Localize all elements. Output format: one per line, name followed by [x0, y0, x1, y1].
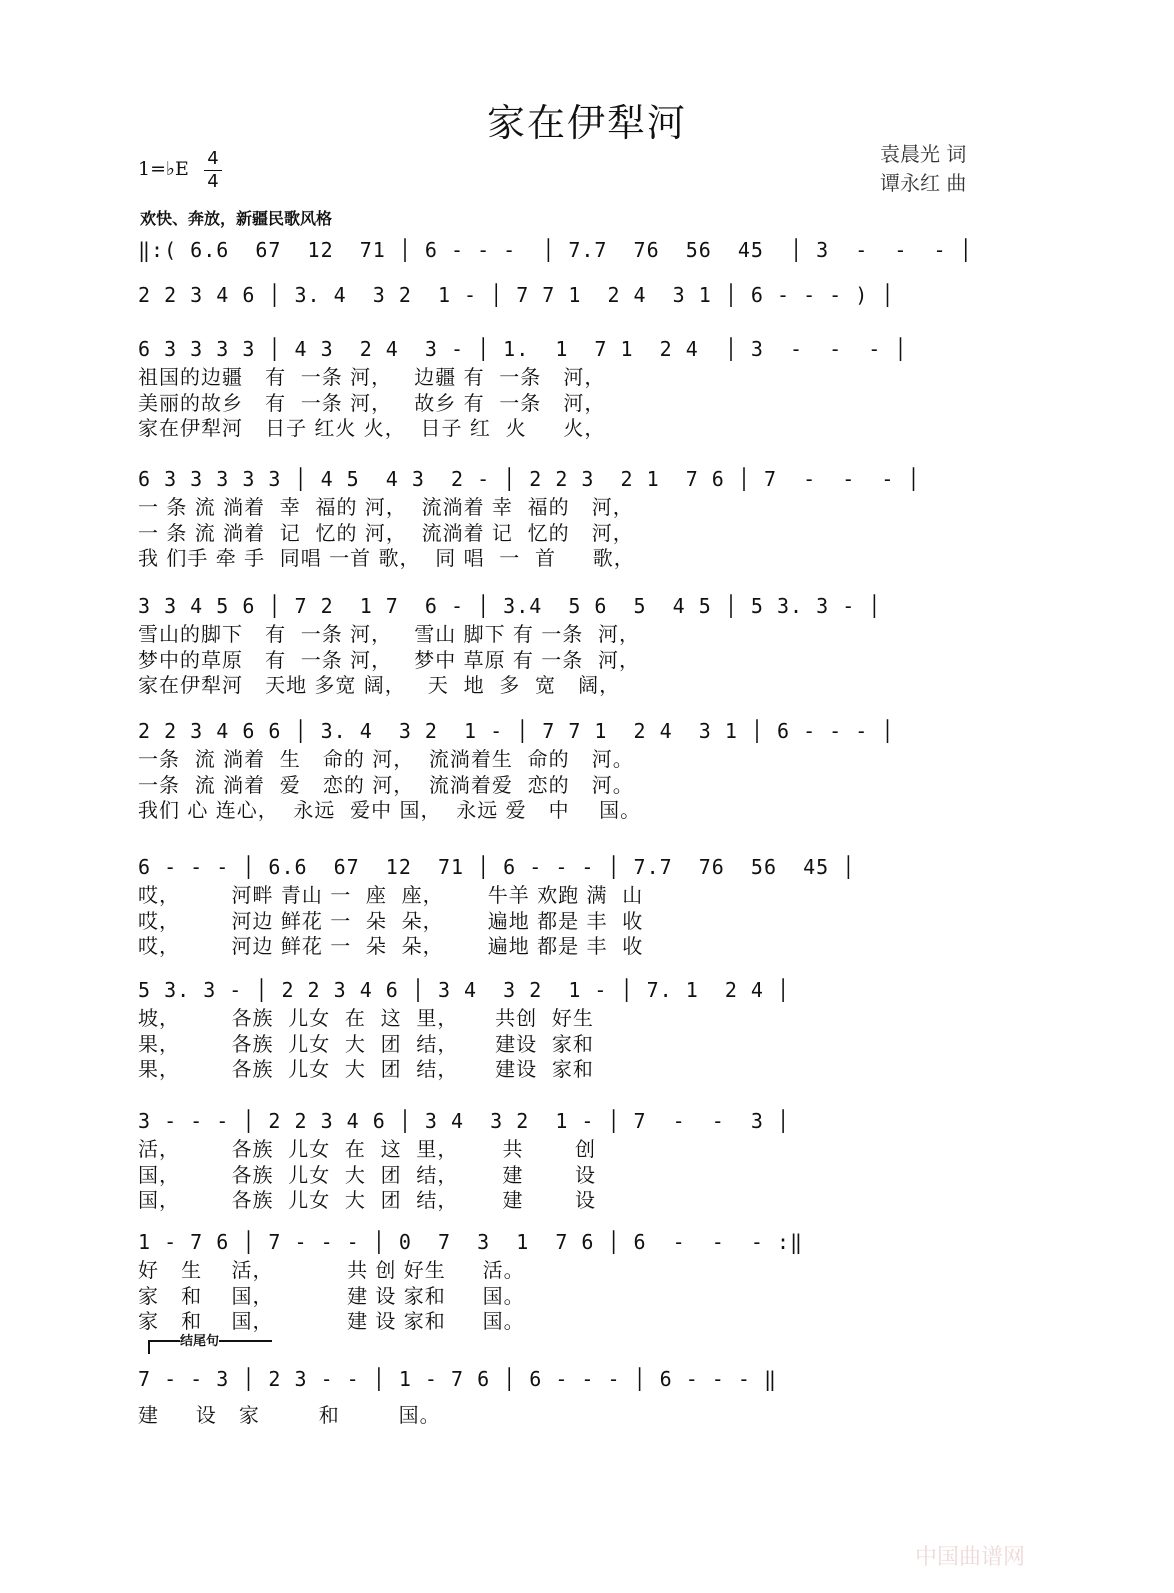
lyric-line: 梦中的草原 有 一条 河， 梦中 草原 有 一条 河，: [138, 647, 641, 672]
coda-bracket: [148, 1334, 272, 1354]
score-system: [138, 719, 1018, 824]
composer: 谭永红 曲: [880, 171, 967, 195]
lyric-line: 祖国的边疆 有 一条 河， 边疆 有 一条 河，: [138, 365, 606, 389]
meter-bottom: 4: [207, 171, 219, 192]
score-system: [138, 238, 1018, 266]
lyric-line: 一 条 流 淌着 幸 福的 河， 流淌着 幸 福的 河，: [138, 495, 634, 519]
lyric-line: 美丽的故乡 有 一条 河， 故乡 有 一条 河，: [138, 390, 606, 415]
notes-line: 7 - - 3 │ 2 3 - - │ 1 - 7 6 │ 6 - - - │ 6 - - - ‖: [138, 1367, 778, 1391]
key-signature: 1=♭E: [138, 158, 189, 180]
lyric-line: 哎， 河边 鲜花 一 朵 朵， 遍地 都是 丰 收: [138, 934, 644, 958]
notes-line: 2 2 3 4 6 │ 3. 4 3 2 1 - │ 7 7 1 2 4 3 1 │ 6 - - - ) │: [138, 283, 895, 307]
lyric-line: 我 们手 牵 手 同唱 一首 歌， 同 唱 一 首 歌，: [138, 546, 635, 570]
lyric-line: 果， 各族 儿女 大 团 结， 建设 家和: [138, 1057, 594, 1081]
lyric-line: 雪山的脚下 有 一条 河， 雪山 脚下 有 一条 河，: [138, 622, 641, 646]
notes-line: 2 2 3 4 6 6 │ 3. 4 3 2 1 - │ 7 7 1 2 4 3 1 │ 6 - - - │: [138, 719, 895, 743]
notes-line: 5 3. 3 - │ 2 2 3 4 6 │ 3 4 3 2 1 - │ 7. 1 2 4 │: [138, 978, 791, 1002]
watermark: 中国曲谱网: [915, 1545, 1026, 1570]
notes-line: 6 3 3 3 3 │ 4 3 2 4 3 - │ 1. 1 7 1 2 4 │ 3 - - - │: [138, 337, 908, 361]
time-signature: [204, 150, 222, 191]
score-system: [138, 283, 1018, 311]
score-system: [138, 855, 1018, 960]
lyric-line: 一条 流 淌着 生 命的 河， 流淌着生 命的 河。: [138, 747, 634, 771]
lyric-line: 坡， 各族 儿女 在 这 里， 共创 好生: [138, 1006, 594, 1030]
lyric-line: 哎， 河畔 青山 一 座 座， 牛羊 欢跑 满 山: [138, 883, 644, 907]
lyric-line: 国， 各族 儿女 大 团 结， 建 设: [138, 1162, 597, 1187]
lyric-line: 我们 心 连心， 永远 爱中 国， 永远 爱 中 国。: [138, 798, 642, 822]
lyric-line: 家 和 国， 建 设 家和 国。: [138, 1309, 525, 1333]
score-system: [138, 1109, 1018, 1214]
notes-line: 6 - - - │ 6.6 67 12 71 │ 6 - - - │ 7.7 76 56 45 │: [138, 855, 856, 879]
lyric-line: 建 设 家 和 国。: [138, 1403, 441, 1427]
score-system: [138, 978, 1018, 1083]
score-system: [138, 337, 1018, 442]
score-system: [138, 467, 1018, 572]
score-system: [138, 594, 1018, 699]
song-title: 家在伊犁河: [486, 101, 687, 145]
score-system: [138, 1367, 1018, 1429]
lyric-line: 哎， 河边 鲜花 一 朵 朵， 遍地 都是 丰 收: [138, 908, 644, 933]
tempo-marking: 欢快、奔放，新疆民歌风格: [140, 209, 333, 228]
lyric-line: 家在伊犁河 天地 多宽 阔， 天 地 多 宽 阔，: [138, 673, 621, 697]
lyric-line: 家在伊犁河 日子 红火 火， 日子 红 火 火，: [138, 416, 606, 440]
lyric-line: 一条 流 淌着 爱 恋的 河， 流淌着爱 恋的 河。: [138, 772, 634, 797]
notes-line: 1 - 7 6 │ 7 - - - │ 0 7 3 1 7 6 │ 6 - - - :‖: [138, 1230, 804, 1254]
lyric-line: 国， 各族 儿女 大 团 结， 建 设: [138, 1188, 597, 1212]
score-system: [138, 1230, 1018, 1335]
lyric-line: 一 条 流 淌着 记 忆的 河， 流淌着 记 忆的 河，: [138, 520, 634, 545]
notes-line: 3 3 4 5 6 │ 7 2 1 7 6 - │ 3.4 5 6 5 4 5 │ 5 3. 3 - │: [138, 594, 882, 618]
lyric-line: 活， 各族 儿女 在 这 里， 共 创: [138, 1137, 597, 1161]
notes-line: 3 - - - │ 2 2 3 4 6 │ 3 4 3 2 1 - │ 7 - - 3 │: [138, 1109, 791, 1133]
meter-top: 4: [207, 148, 219, 169]
notes-line: ‖:( 6.6 67 12 71 │ 6 - - - │ 7.7 76 56 45 │ 3 - - - │: [138, 238, 973, 262]
coda-label: 结尾句: [180, 1334, 220, 1349]
lyricist: 袁晨光 词: [880, 142, 967, 166]
lyric-line: 果， 各族 儿女 大 团 结， 建设 家和: [138, 1031, 594, 1056]
lyric-line: 好 生 活， 共 创 好生 活。: [138, 1258, 525, 1282]
notes-line: 6 3 3 3 3 3 │ 4 5 4 3 2 - │ 2 2 3 2 1 7 6 │ 7 - - - │: [138, 467, 921, 491]
lyric-line: 家 和 国， 建 设 家和 国。: [138, 1283, 525, 1308]
